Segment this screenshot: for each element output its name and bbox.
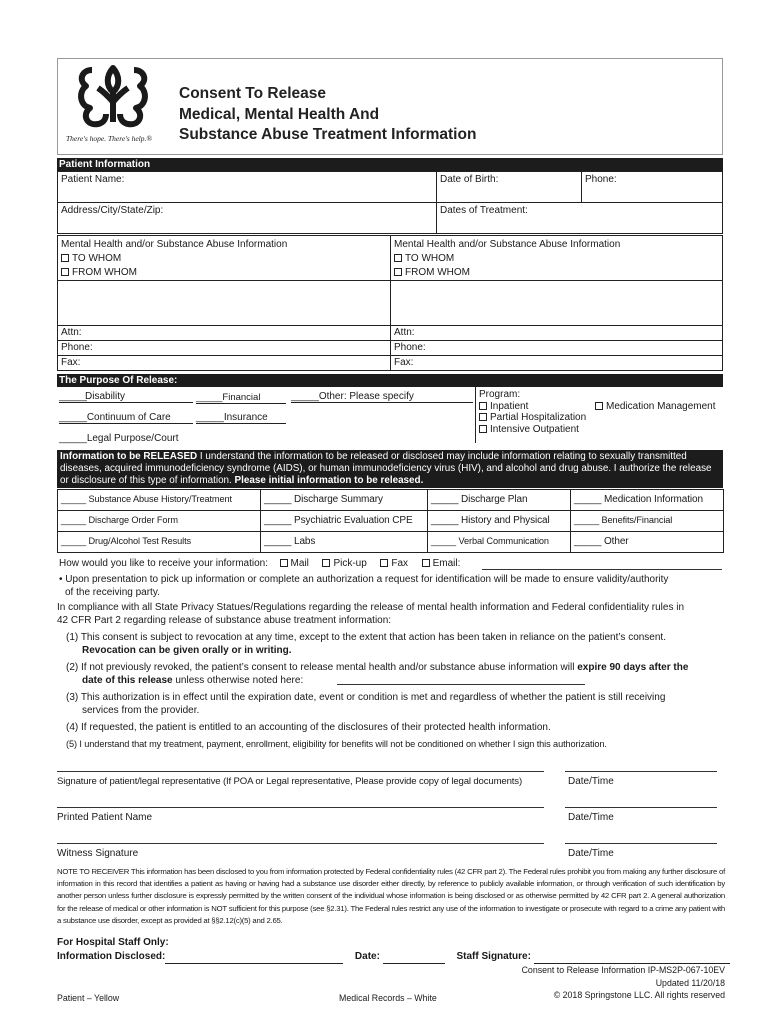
to-whom-checkbox-left[interactable]	[61, 254, 69, 262]
clause-1: (1) This consent is subject to revocation at any time, except to the extent that action has been taken in reliance on the patient’s consent.	[66, 632, 666, 643]
staff-signature-input[interactable]	[534, 952, 730, 964]
witness-line[interactable]	[57, 843, 544, 844]
fax-left-label: Fax:	[61, 357, 81, 368]
release-item[interactable]	[427, 531, 571, 553]
staff-signature-label: Staff Signature:	[456, 951, 531, 962]
mh-right-title: Mental Health and/or Substance Abuse Information	[394, 239, 621, 250]
email-checkbox[interactable]	[422, 559, 430, 567]
intensive-checkbox[interactable]	[479, 425, 487, 433]
release-item-label: Discharge Order Form	[88, 515, 178, 525]
release-item[interactable]	[57, 510, 261, 532]
release-item[interactable]	[570, 531, 724, 553]
other-label: Other: Please specify	[318, 391, 414, 402]
compliance-intro	[57, 601, 684, 627]
initial-blank[interactable]: _____	[61, 536, 89, 546]
purpose-legal[interactable]: _____Legal Purpose/Court	[59, 433, 179, 444]
initial-blank[interactable]: _____	[431, 515, 461, 526]
signature-label: Signature of patient/legal representative (If POA or Legal representative, Please provide copy of legal documents)	[57, 776, 523, 787]
purpose-financial[interactable]: _____Financial	[196, 392, 286, 404]
from-whom-checkbox-right[interactable]	[394, 268, 402, 276]
inpatient-checkbox[interactable]	[479, 402, 487, 410]
mh-left-title: Mental Health and/or Substance Abuse Information	[61, 239, 288, 250]
receive-question: How would you like to receive your information:	[59, 558, 268, 569]
release-item-label: Discharge Summary	[294, 494, 383, 505]
printed-name-label: Printed Patient Name	[57, 812, 153, 823]
pickup-label: Pick-up	[333, 558, 367, 569]
release-item[interactable]	[260, 531, 428, 553]
released-lead: Information to be RELEASED	[60, 451, 198, 462]
phone-right-label: Phone:	[394, 342, 426, 353]
pickup-bullet-cont: of the receiving party.	[65, 587, 160, 598]
intensive-label: Intensive Outpatient	[490, 423, 579, 435]
updated-date: Updated 11/20/18	[655, 977, 725, 988]
mail-checkbox[interactable]	[280, 559, 288, 567]
address-field[interactable]	[57, 202, 437, 234]
staff-title: For Hospital Staff Only:	[57, 937, 169, 948]
patient-copy-label: Patient – Yellow	[57, 993, 120, 1003]
compliance-clauses	[66, 631, 722, 751]
legal-label: Legal Purpose/Court	[86, 433, 179, 444]
attn-left-label: Attn:	[61, 327, 82, 338]
logo-tagline: There's hope. There's help.®	[66, 134, 153, 143]
release-item-label: History and Physical	[461, 515, 550, 526]
release-item[interactable]	[260, 489, 428, 511]
purpose-disability[interactable]: _____Disability	[59, 391, 193, 403]
title-line-3: Substance Abuse Treatment Information	[179, 126, 477, 143]
form-id: Consent to Release Information IP-MS2P-067-10EV	[521, 965, 725, 975]
initial-blank[interactable]: _____	[264, 515, 294, 526]
printed-date-label: Date/Time	[568, 812, 614, 823]
mh-right-block	[390, 235, 723, 281]
records-copy-label: Medical Records – White	[339, 993, 437, 1003]
patient-name-label: Patient Name:	[61, 174, 125, 185]
footer-right	[522, 964, 725, 1002]
dob-field[interactable]	[436, 171, 582, 203]
pickup-bullet: • Upon presentation to pick up information or complete an authorization a request for identification will be made to ensure validity/authority	[59, 574, 669, 585]
clause-1b: Revocation can be given orally or in writing.	[82, 645, 292, 656]
clause-3: (3) This authorization is in effect until the expiration date, event or condition is met and regardless of whether the patient is still receiving	[66, 692, 666, 703]
copyright: © 2018 Springstone LLC. All rights reserved	[553, 990, 725, 1000]
purpose-insurance[interactable]: _____Insurance	[196, 412, 286, 424]
initial-blank[interactable]: _____	[61, 494, 89, 504]
email-input-line[interactable]	[482, 569, 722, 570]
program-options	[479, 389, 586, 435]
release-item-label: Psychiatric Evaluation CPE	[294, 515, 413, 526]
fax-checkbox[interactable]	[380, 559, 388, 567]
signature-date-label: Date/Time	[568, 776, 614, 787]
purpose-header: The Purpose Of Release:	[57, 374, 723, 387]
mh-right-address-area[interactable]	[390, 280, 723, 326]
release-item-label: Benefits/Financial	[601, 515, 673, 525]
release-item-label: Medication Information	[604, 494, 703, 505]
release-item-label: Substance Abuse History/Treatment	[88, 494, 232, 504]
from-whom-left-label: FROM WHOM	[72, 267, 137, 278]
email-label: Email:	[432, 558, 461, 569]
financial-label: Financial	[222, 392, 261, 403]
receive-row	[59, 558, 460, 569]
release-item[interactable]	[570, 510, 724, 532]
expiration-note-line[interactable]	[337, 684, 585, 685]
patient-name-field[interactable]	[57, 171, 437, 203]
fax-left-field[interactable]	[57, 355, 391, 371]
staff-date-label: Date:	[354, 951, 380, 962]
fax-label: Fax	[391, 558, 409, 569]
initial-blank[interactable]: _____	[264, 494, 294, 505]
disability-label: Disability	[85, 391, 126, 402]
attn-left-field[interactable]	[57, 325, 391, 341]
patient-info-header: Patient Information	[57, 158, 723, 171]
purpose-other[interactable]: _____Other: Please specify	[291, 391, 473, 403]
insurance-label: Insurance	[223, 412, 268, 423]
phone-label: Phone:	[585, 174, 617, 185]
release-item[interactable]	[57, 489, 261, 511]
phone-right-field[interactable]	[390, 340, 723, 356]
clause-2c: date of this release	[82, 675, 173, 686]
release-item[interactable]	[427, 489, 571, 511]
medication-mgmt-checkbox[interactable]	[595, 402, 603, 410]
note-to-receiver: NOTE TO RECEIVER This information has been disclosed to you from information protected by Federal confidentiality rules (42 CFR part 2). The Federal rules prohibit you from making any further disclosure of information in this record that identifies a patient as having or having had a substance use disorder either directly, by reference to publicly available information, or through verification of such identification by another person unless further disclosure is expressly permitted by the written consent of the individual whose information is being disclosed or as otherwise permitted by 42 CFR part 2. A general authorization for the release of medical or other information is NOT sufficient for this purpose (see §2.31). The Federal rules restrict any use of the information to investigate or prosecute with regard to a crime any patient with a substance use disorder, except as provided at §§2.12(c)(5) and 2.65.	[57, 867, 725, 925]
medication-mgmt-label: Medication Management	[606, 401, 716, 412]
dates-label: Dates of Treatment:	[440, 205, 528, 216]
staff-section	[57, 936, 730, 964]
initial-blank[interactable]: _____	[574, 536, 604, 547]
from-whom-checkbox-left[interactable]	[61, 268, 69, 276]
to-whom-right-label: TO WHOM	[405, 253, 455, 264]
release-item-label: Drug/Alcohol Test Results	[88, 536, 192, 546]
released-header	[57, 450, 723, 488]
printed-date-line[interactable]	[565, 807, 717, 808]
pickup-checkbox[interactable]	[322, 559, 330, 567]
dates-of-treatment-field[interactable]	[436, 202, 723, 234]
title-line-1: Consent To Release	[179, 85, 327, 102]
release-item-label: Discharge Plan	[461, 494, 528, 505]
released-tail: Please initial information to be released.	[231, 475, 424, 487]
signature-line[interactable]	[57, 771, 544, 772]
release-item-label: Verbal Communication	[458, 536, 549, 546]
initial-blank[interactable]: _____	[431, 536, 459, 546]
phone-left-field[interactable]	[57, 340, 391, 356]
disclosed-input[interactable]	[165, 952, 343, 964]
mail-label: Mail	[290, 558, 309, 569]
witness-date-line[interactable]	[565, 843, 717, 844]
title-line-2: Medical, Mental Health And	[179, 105, 380, 123]
page-title	[179, 84, 476, 146]
initial-blank[interactable]: _____	[61, 515, 89, 525]
continuum-label: Continuum of Care	[86, 412, 171, 423]
dob-label: Date of Birth:	[440, 174, 499, 185]
clause-2: (2) If not previously revoked, the patient’s consent to release mental health and/or substance abuse information will	[66, 662, 578, 673]
to-whom-left-label: TO WHOM	[72, 253, 122, 264]
logo	[60, 62, 170, 152]
pickup-note	[59, 573, 668, 599]
initial-blank[interactable]: _____	[264, 536, 294, 547]
fax-right-label: Fax:	[394, 357, 414, 368]
released-text: I understand the information to be released or disclosed may include information relating to sexually transmitted diseases, acquired immunodeficiency syndrome (AIDS), or human immunodeficiency virus (HIV), and alcohol and drug abuse. I authorize the release or disclosure of this type of information.	[60, 451, 712, 487]
initial-blank[interactable]: _____	[431, 494, 461, 505]
compliance-line-2: 42 CFR Part 2 regarding release of substance abuse treatment information:	[57, 615, 392, 626]
clause-4: (4) If requested, the patient is entitled to an accounting of the disclosures of their protected health information.	[66, 722, 551, 733]
phone-field[interactable]	[581, 171, 723, 203]
release-item[interactable]	[570, 489, 724, 511]
phone-left-label: Phone:	[61, 342, 93, 353]
disclosed-label: Information Disclosed:	[57, 951, 166, 962]
initial-blank[interactable]: _____	[574, 494, 604, 505]
staff-date-input[interactable]	[383, 952, 445, 964]
purpose-continuum[interactable]: _____Continuum of Care	[59, 412, 193, 424]
partial-checkbox[interactable]	[479, 413, 487, 421]
release-item-label: Labs	[294, 536, 316, 547]
release-item-label: Other	[604, 536, 629, 547]
printed-name-line[interactable]	[57, 807, 544, 808]
release-item[interactable]	[57, 531, 261, 553]
springstone-logo-icon	[60, 62, 170, 134]
release-item[interactable]	[427, 510, 571, 532]
mh-left-block	[57, 235, 391, 281]
address-label: Address/City/State/Zip:	[61, 205, 164, 216]
witness-label: Witness Signature	[57, 848, 139, 859]
attn-right-field[interactable]	[390, 325, 723, 341]
inpatient-label: Inpatient	[490, 400, 529, 412]
to-whom-checkbox-right[interactable]	[394, 254, 402, 262]
witness-date-label: Date/Time	[568, 848, 614, 859]
from-whom-right-label: FROM WHOM	[405, 267, 470, 278]
medication-mgmt-option	[595, 401, 716, 412]
attn-right-label: Attn:	[394, 327, 415, 338]
clause-5: (5) I understand that my treatment, payment, enrollment, eligibility for benefits will not be conditioned on whether I sign this authorization.	[66, 739, 607, 749]
fax-right-field[interactable]	[390, 355, 723, 371]
release-item[interactable]	[260, 510, 428, 532]
clause-3b: services from the provider.	[82, 705, 200, 716]
clause-2d: unless otherwise noted here:	[172, 675, 304, 686]
partial-label: Partial Hospitalization	[490, 412, 587, 423]
compliance-line-1: In compliance with all State Privacy Statues/Regulations regarding the release of mental health information and Federal confidentiality rules in	[57, 602, 685, 613]
clause-2b: expire 90 days after the	[577, 662, 689, 673]
mh-left-address-area[interactable]	[57, 280, 391, 326]
initial-blank[interactable]: _____	[574, 515, 602, 525]
program-label: Program:	[479, 389, 521, 400]
signature-date-line[interactable]	[565, 771, 717, 772]
